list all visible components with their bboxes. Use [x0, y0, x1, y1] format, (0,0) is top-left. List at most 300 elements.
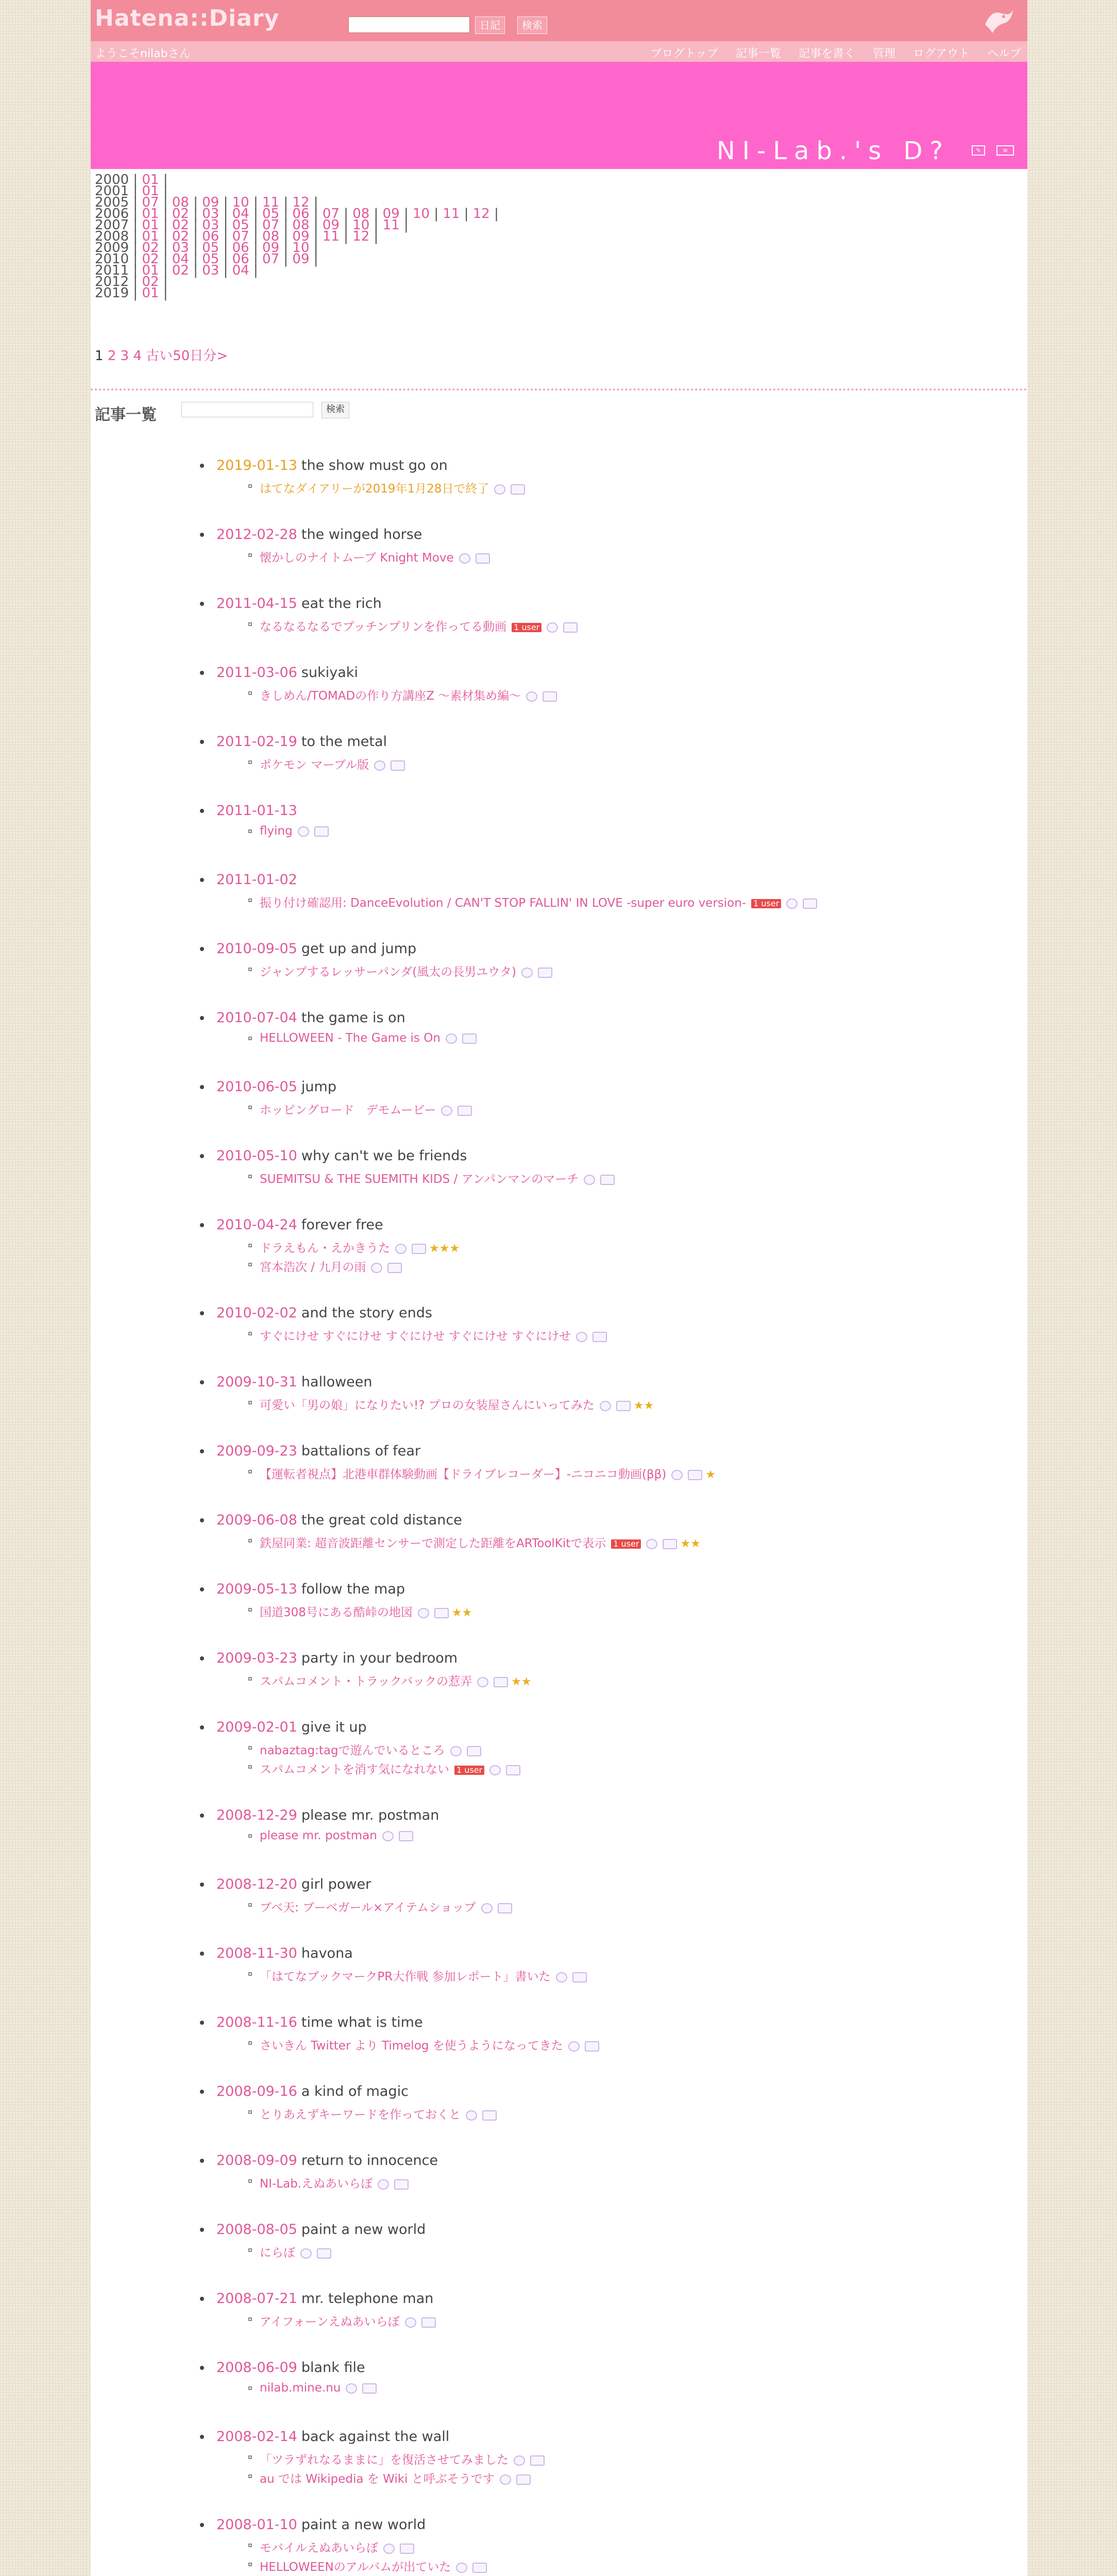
- entry-row: [216, 457, 448, 473]
- separator: |: [189, 217, 202, 233]
- archive-month-link[interactable]: 03: [172, 240, 189, 256]
- entry-title[interactable]: and the story ends: [301, 1305, 432, 1321]
- archive-month-link[interactable]: 12: [352, 229, 370, 244]
- entry-section-link[interactable]: [260, 755, 405, 772]
- entry-row: [216, 1305, 432, 1321]
- section-title[interactable]: ドラえもん・えかきうた: [260, 1242, 390, 1255]
- nav-article-list[interactable]: 記事一覧: [735, 47, 781, 60]
- list-search-button[interactable]: 検索: [321, 402, 349, 418]
- section-title[interactable]: スパムコメント・トラックバックの惹弄: [260, 1675, 472, 1688]
- entry-section-link[interactable]: [260, 893, 817, 910]
- section-title[interactable]: please mr. postman: [260, 1829, 377, 1842]
- star-add-icon[interactable]: [458, 1106, 472, 1116]
- star-add-icon[interactable]: [467, 1746, 481, 1756]
- entry-section-link[interactable]: [260, 2105, 497, 2122]
- entry-date-link[interactable]: 2009-03-23: [216, 1650, 297, 1666]
- archive-month-link[interactable]: 08: [262, 229, 280, 244]
- separator: |: [249, 195, 263, 210]
- separator: |: [159, 240, 172, 256]
- entry-section-link[interactable]: [260, 1031, 477, 1045]
- section-title[interactable]: 鉄屋同業: 超音波距離センサーで測定した距離をARToolKitで表示: [260, 1537, 606, 1550]
- archive-month-link[interactable]: 09: [262, 240, 280, 256]
- entry-title[interactable]: party in your bedroom: [301, 1650, 458, 1666]
- bookmark-icon[interactable]: [466, 2110, 477, 2121]
- star-add-icon[interactable]: [394, 2179, 409, 2190]
- section-title[interactable]: モバイルえぬあいらぼ: [260, 2541, 378, 2555]
- archive-month-link[interactable]: 07: [262, 251, 280, 267]
- entry-section-link[interactable]: [260, 2557, 487, 2574]
- separator: |: [189, 240, 202, 256]
- separator: |: [399, 206, 413, 222]
- entry-section-link[interactable]: [260, 1672, 532, 1689]
- nav-help[interactable]: ヘルプ: [987, 47, 1021, 60]
- star-add-icon[interactable]: [803, 899, 817, 909]
- star-add-icon[interactable]: [688, 1470, 702, 1480]
- archive-month-link[interactable]: 11: [322, 229, 340, 244]
- star-add-icon[interactable]: [663, 1539, 677, 1549]
- bookmark-icon[interactable]: [600, 1401, 611, 1411]
- star-rating: ★★: [680, 1537, 701, 1550]
- archive-month-link[interactable]: 09: [292, 251, 310, 267]
- entry-section-link[interactable]: [260, 1898, 512, 1915]
- entry-date-link[interactable]: 2011-03-06: [216, 665, 297, 681]
- entry-section-link[interactable]: [260, 1396, 654, 1413]
- archive-month-link[interactable]: 11: [262, 195, 280, 210]
- archive-month-link[interactable]: 07: [322, 206, 340, 222]
- section-title[interactable]: ポケモン マーブル版: [260, 758, 369, 772]
- entry-date-link[interactable]: 2008-11-16: [216, 2014, 297, 2030]
- nav-admin[interactable]: 管理: [872, 47, 895, 60]
- star-add-icon[interactable]: [572, 1972, 587, 1982]
- archive-month-link[interactable]: 02: [142, 251, 159, 267]
- hatena-logo[interactable]: Hatena::Diary: [95, 5, 280, 31]
- bookmark-users-badge[interactable]: 1 user: [751, 899, 781, 908]
- archive-month-link[interactable]: 06: [202, 229, 219, 244]
- archive-month-link[interactable]: 04: [172, 251, 189, 267]
- star-add-icon[interactable]: [476, 553, 490, 564]
- entry-row: [216, 872, 297, 888]
- list-search-input[interactable]: [181, 402, 313, 417]
- entry-section-link[interactable]: [260, 2312, 436, 2329]
- star-add-icon[interactable]: [538, 968, 552, 978]
- entry-date-link[interactable]: 2011-02-19: [216, 734, 297, 750]
- entry-title[interactable]: return to innocence: [301, 2153, 438, 2168]
- archive-month-link[interactable]: 01: [142, 229, 159, 244]
- entry-date-link[interactable]: 2008-07-21: [216, 2291, 297, 2307]
- archive-month-link[interactable]: 11: [382, 217, 400, 233]
- bookmark-icon[interactable]: [405, 2317, 416, 2328]
- entry-section-link[interactable]: [260, 2174, 409, 2191]
- entry-title[interactable]: the game is on: [301, 1010, 405, 1026]
- entry-section-link[interactable]: [260, 1829, 413, 1842]
- archive-month-link[interactable]: 06: [292, 206, 310, 222]
- entry-date-link[interactable]: 2010-05-10: [216, 1148, 297, 1164]
- entry-date-link[interactable]: 2008-02-14: [216, 2429, 297, 2445]
- entry-section-link[interactable]: [260, 962, 552, 979]
- section-title[interactable]: 「ツラずれなるままに」を復活させてみました: [260, 2453, 509, 2467]
- bookmark-icon[interactable]: [441, 1106, 452, 1116]
- entry-section-link[interactable]: [260, 1534, 701, 1551]
- section-title[interactable]: HELLOWEEN - The Game is On: [260, 1031, 441, 1045]
- entry-title[interactable]: paint a new world: [301, 2222, 426, 2238]
- entry-date-link[interactable]: 2010-06-05: [216, 1079, 297, 1095]
- entry-date-link[interactable]: 2008-01-10: [216, 2517, 297, 2533]
- entry-section-link[interactable]: [260, 1967, 587, 1984]
- nav-blog-top[interactable]: ブログトップ: [650, 47, 718, 60]
- entry-section-link[interactable]: [260, 1603, 472, 1620]
- entry-date-link[interactable]: 2008-12-29: [216, 1807, 297, 1823]
- entry-title[interactable]: halloween: [301, 1374, 373, 1390]
- archive-month-link[interactable]: 03: [202, 263, 219, 278]
- entry-title[interactable]: the show must go on: [301, 457, 448, 473]
- entry-row: [216, 2014, 423, 2030]
- section-title[interactable]: 振り付け確認用: DanceEvolution / CAN'T STOP FALLIN' IN LOVE -super euro version-: [260, 896, 747, 910]
- separator: |: [159, 229, 172, 244]
- archive-month-link[interactable]: 05: [202, 251, 219, 267]
- bookmark-icon[interactable]: [346, 2383, 357, 2394]
- bookmark-users-badge[interactable]: 1 user: [611, 1539, 641, 1549]
- archive-month-link[interactable]: 05: [262, 206, 280, 222]
- star-rating: ★★: [511, 1675, 532, 1688]
- entry-date-link[interactable]: 2010-07-04: [216, 1010, 297, 1026]
- pager-link[interactable]: 4: [133, 348, 146, 364]
- entry-date-link[interactable]: 2010-04-24: [216, 1217, 297, 1233]
- star-add-icon[interactable]: [391, 760, 405, 771]
- star-add-icon[interactable]: [412, 1244, 426, 1254]
- entry-date-link[interactable]: 2009-09-23: [216, 1443, 297, 1459]
- bookmark-icon[interactable]: [646, 1539, 657, 1549]
- section-title[interactable]: SUEMITSU & THE SUEMITH KIDS / アンパンマンのマーチ: [260, 1173, 579, 1186]
- entry-section-link[interactable]: [260, 617, 578, 634]
- section-title[interactable]: さいきん Twitter より Timelog を使うようになってきた: [260, 2039, 563, 2053]
- star-add-icon[interactable]: [593, 1332, 607, 1342]
- star-add-icon[interactable]: [530, 2455, 545, 2466]
- entry-title[interactable]: paint a new world: [301, 2517, 426, 2533]
- bookmark-icon[interactable]: [477, 1677, 488, 1687]
- bookmark-icon[interactable]: [556, 1972, 567, 1982]
- archive-month-link[interactable]: 02: [172, 217, 189, 233]
- entry-date-link[interactable]: 2008-11-30: [216, 1945, 297, 1961]
- star-add-icon[interactable]: [585, 2041, 599, 2052]
- separator: |: [249, 206, 263, 222]
- entry-title[interactable]: time what is time: [301, 2014, 423, 2030]
- bookmark-icon[interactable]: [371, 1263, 382, 1273]
- section-title[interactable]: ジャンプするレッサーパンダ(風太の長男ユウタ): [260, 965, 516, 979]
- entry-section-link[interactable]: [260, 1327, 607, 1344]
- entry-section-link[interactable]: [260, 1100, 472, 1117]
- diary-search-button[interactable]: 日記: [475, 16, 505, 34]
- star-add-icon[interactable]: [511, 484, 525, 495]
- search-button[interactable]: 検索: [517, 16, 547, 34]
- archive-month-link[interactable]: 01: [142, 206, 159, 222]
- entry-title[interactable]: havona: [301, 1945, 353, 1961]
- rss-icon[interactable]: ≋: [996, 145, 1014, 156]
- entry-title[interactable]: forever free: [301, 1217, 383, 1233]
- bookmark-icon[interactable]: [450, 1746, 462, 1756]
- separator: |: [279, 229, 293, 244]
- bookmark-icon[interactable]: [395, 1244, 407, 1254]
- archive-month-link[interactable]: 03: [202, 217, 219, 233]
- separator: |: [279, 217, 293, 233]
- section-title[interactable]: 懐かしのナイトムーブ Knight Move: [260, 551, 454, 565]
- entry-title[interactable]: please mr. postman: [301, 1807, 439, 1823]
- archive-month-link[interactable]: 07: [142, 195, 159, 210]
- entry-title[interactable]: eat the rich: [301, 596, 382, 612]
- entry-date-link[interactable]: 2019-01-13: [216, 457, 297, 473]
- archive-month-link[interactable]: 06: [232, 240, 249, 256]
- archive-month-link[interactable]: 10: [292, 240, 310, 256]
- star-add-icon[interactable]: [400, 2544, 414, 2554]
- entry-date-link[interactable]: 2008-08-05: [216, 2222, 297, 2238]
- archive-month-link[interactable]: 09: [322, 217, 340, 233]
- section-title[interactable]: スパムコメントを消す気になれない: [260, 1763, 449, 1776]
- archive-month-link[interactable]: 08: [352, 206, 370, 222]
- entry-section-link[interactable]: [260, 1170, 615, 1187]
- entry-section-link[interactable]: [260, 1258, 402, 1275]
- separator: |: [219, 217, 232, 233]
- entry-title[interactable]: a kind of magic: [301, 2083, 409, 2099]
- bookmark-icon[interactable]: [547, 622, 558, 633]
- bookmark-icon[interactable]: [786, 899, 798, 909]
- entry-date-link[interactable]: 2008-09-09: [216, 2153, 297, 2168]
- entry-section-link[interactable]: [260, 548, 490, 565]
- archive-month-link[interactable]: 11: [443, 206, 460, 222]
- archive-month-link[interactable]: 04: [232, 206, 249, 222]
- entry-row: [216, 2517, 426, 2533]
- section-title[interactable]: なるなるなるでプッチンプリンを作ってる動画: [260, 620, 507, 634]
- section-title[interactable]: 可愛い「男の娘」になりたい!? プロの女装屋さんにいってみた: [260, 1399, 595, 1412]
- header-bar: [91, 0, 1027, 41]
- star-add-icon[interactable]: [616, 1401, 631, 1411]
- entry-date-link[interactable]: 2008-06-09: [216, 2360, 297, 2376]
- entry-title[interactable]: mr. telephone man: [301, 2291, 434, 2307]
- star-add-icon[interactable]: [434, 1608, 449, 1618]
- entry-title[interactable]: why can't we be friends: [301, 1148, 467, 1164]
- entry-row: [216, 2429, 449, 2445]
- entry-date-link[interactable]: 2010-02-02: [216, 1305, 297, 1321]
- entry-date-link[interactable]: 2009-06-08: [216, 1512, 297, 1528]
- entry-date-link[interactable]: 2009-05-13: [216, 1581, 297, 1597]
- entry-row: [216, 1581, 405, 1597]
- bookmark-icon[interactable]: [481, 1903, 493, 1913]
- archive-year: 2012 |: [95, 274, 142, 290]
- archive-month-link[interactable]: 09: [202, 195, 219, 210]
- star-add-icon[interactable]: [387, 1263, 402, 1273]
- entry-section-link[interactable]: [260, 1239, 460, 1256]
- entry-title[interactable]: get up and jump: [301, 941, 417, 957]
- bookmark-icon[interactable]: [671, 1470, 683, 1480]
- bookmark-icon[interactable]: [446, 1033, 457, 1044]
- entry-title[interactable]: give it up: [301, 1719, 367, 1735]
- entry-section-link[interactable]: [260, 2243, 331, 2260]
- bookmark-icon[interactable]: [584, 1175, 595, 1185]
- separator: |: [189, 251, 202, 267]
- separator: |: [189, 195, 202, 210]
- entry-section-link[interactable]: [260, 1465, 716, 1482]
- bookmark-icon[interactable]: [374, 760, 385, 771]
- archive-month-link[interactable]: 05: [232, 217, 249, 233]
- bookmark-users-badge[interactable]: 1 user: [454, 1766, 484, 1775]
- archive-month-link[interactable]: 10: [232, 195, 249, 210]
- section-title[interactable]: nabaztag:tagで遊んでいるところ: [260, 1744, 445, 1757]
- archive-month-link[interactable]: 05: [202, 240, 219, 256]
- entry-section-link[interactable]: [260, 2538, 414, 2555]
- pager-link[interactable]: 3: [120, 348, 133, 364]
- bookmark-icon[interactable]: [382, 1831, 394, 1841]
- archive-month-link[interactable]: 01: [142, 172, 159, 188]
- archive-month-link[interactable]: 08: [292, 217, 310, 233]
- entry-date-link[interactable]: 2011-01-13: [216, 803, 297, 819]
- archive-month-link[interactable]: 02: [172, 206, 189, 222]
- star-add-icon[interactable]: [563, 622, 578, 633]
- archive-month-link[interactable]: 01: [142, 217, 159, 233]
- archive-month-link[interactable]: 06: [232, 251, 249, 267]
- section-title[interactable]: ブベ天: ブーベガール×アイテムショップ: [260, 1901, 476, 1914]
- entry-title[interactable]: blank file: [301, 2360, 365, 2376]
- archive-year: 2006 |: [95, 206, 142, 222]
- star-add-icon[interactable]: [494, 1677, 508, 1687]
- entry-date-link[interactable]: 2009-10-31: [216, 1374, 297, 1390]
- entry-title[interactable]: back against the wall: [301, 2429, 450, 2445]
- bookmark-icon[interactable]: [383, 2544, 395, 2554]
- entry-section-link[interactable]: [260, 479, 525, 496]
- entry-date-link[interactable]: 2009-02-01: [216, 1719, 297, 1735]
- bookmark-icon[interactable]: [459, 553, 470, 564]
- archive-month-link[interactable]: 01: [142, 183, 159, 199]
- archive-month-link[interactable]: 08: [172, 195, 189, 210]
- archive-month-link[interactable]: 07: [262, 217, 280, 233]
- bookmark-icon[interactable]: [500, 2475, 511, 2485]
- archive-month-link[interactable]: 07: [232, 229, 249, 244]
- section-title[interactable]: アイフォーンえぬあいらぼ: [260, 2315, 400, 2329]
- hatena-bird-icon[interactable]: [981, 4, 1017, 38]
- archive-month-link[interactable]: 02: [172, 229, 189, 244]
- star-add-icon[interactable]: [314, 826, 329, 837]
- entry-section-link[interactable]: [260, 2469, 531, 2486]
- bookmark-icon[interactable]: [494, 484, 505, 495]
- star-add-icon[interactable]: [472, 2563, 487, 2573]
- section-title[interactable]: flying: [260, 824, 293, 838]
- star-add-icon[interactable]: [399, 1831, 413, 1841]
- bookmark-users-badge[interactable]: 1 user: [512, 623, 541, 632]
- section-title[interactable]: すぐにけせ すぐにけせ すぐにけせ すぐにけせ すぐにけせ: [260, 1330, 571, 1343]
- archive-month-link[interactable]: 10: [352, 217, 370, 233]
- section-title[interactable]: NI-Lab.えぬあいらぼ: [260, 2177, 373, 2191]
- bookmark-icon[interactable]: [298, 826, 309, 837]
- archive-month-link[interactable]: 04: [232, 263, 249, 278]
- entry-section-link[interactable]: [260, 824, 329, 838]
- entry-date-link[interactable]: 2012-02-28: [216, 527, 297, 543]
- bookmark-icon[interactable]: [521, 968, 533, 978]
- separator: |: [279, 240, 293, 256]
- edit-icon[interactable]: ✎: [972, 145, 985, 156]
- nav-logout[interactable]: ログアウト: [912, 47, 970, 60]
- entry-date-link[interactable]: 2010-09-05: [216, 941, 297, 957]
- nav-write-article[interactable]: 記事を書く: [798, 47, 855, 60]
- archive-month-link[interactable]: 02: [142, 274, 159, 290]
- pager-link[interactable]: 2: [107, 348, 121, 364]
- star-add-icon[interactable]: [462, 1033, 477, 1044]
- entry-title[interactable]: follow the map: [301, 1581, 405, 1597]
- entry-section-link[interactable]: [260, 1760, 520, 1777]
- bookmark-icon[interactable]: [568, 2041, 580, 2052]
- separator: |: [159, 172, 168, 188]
- pager-next-link[interactable]: 古い50日分>: [146, 348, 228, 364]
- entry-section-link[interactable]: [260, 2036, 599, 2053]
- archive-month-link[interactable]: 09: [382, 206, 400, 222]
- entry-section-link[interactable]: [260, 2381, 377, 2395]
- entry-date-link[interactable]: 2011-04-15: [216, 596, 297, 612]
- diary-title[interactable]: NI-Lab.'s D?: [716, 137, 950, 165]
- archive-month-link[interactable]: 02: [142, 240, 159, 256]
- star-add-icon[interactable]: [516, 2475, 531, 2485]
- entry-section-link[interactable]: [260, 686, 557, 703]
- bookmark-icon[interactable]: [300, 2248, 312, 2259]
- section-title[interactable]: きしめん/TOMADの作り方講座Z 〜素材集め編〜: [260, 689, 521, 703]
- entry-date-link[interactable]: 2011-01-02: [216, 872, 297, 888]
- entry-title[interactable]: sukiyaki: [301, 665, 358, 681]
- section-title[interactable]: とりあえずキーワードを作っておくと: [260, 2108, 461, 2122]
- section-title[interactable]: 国道308号にある酷峠の地図: [260, 1606, 413, 1619]
- entry-title[interactable]: girl power: [301, 1876, 371, 1892]
- section-title[interactable]: にらぼ: [260, 2246, 295, 2260]
- entry-row: [216, 1876, 371, 1892]
- bookmark-icon[interactable]: [418, 1608, 429, 1618]
- entry-date-link[interactable]: 2008-12-20: [216, 1876, 297, 1892]
- entry-title[interactable]: jump: [301, 1079, 336, 1095]
- section-title[interactable]: 宮本浩次 / 九月の雨: [260, 1261, 366, 1274]
- section-title[interactable]: nilab.mine.nu: [260, 2381, 341, 2395]
- section-title[interactable]: 【運転者視点】北港車群体験動画【ドライブレコーダー】‐ニコニコ動画(ββ): [260, 1468, 667, 1481]
- bookmark-icon[interactable]: [456, 2563, 467, 2573]
- entry-section-link[interactable]: [260, 1741, 481, 1758]
- section-title[interactable]: HELLOWEENのアルバムが出ていた: [260, 2561, 451, 2574]
- star-add-icon[interactable]: [506, 1765, 520, 1775]
- entry-title[interactable]: the winged horse: [301, 527, 422, 543]
- bookmark-icon[interactable]: [514, 2455, 525, 2466]
- section-title[interactable]: はてなダイアリーが2019年1月28日で終了: [260, 482, 489, 496]
- star-add-icon[interactable]: [421, 2317, 436, 2328]
- archive-month-link[interactable]: 01: [142, 263, 159, 278]
- bookmark-icon[interactable]: [576, 1332, 587, 1342]
- entry-section-link[interactable]: [260, 2450, 545, 2467]
- archive-month-link[interactable]: 09: [292, 229, 310, 244]
- bookmark-icon[interactable]: [526, 691, 537, 702]
- archive-month-link[interactable]: 12: [472, 206, 490, 222]
- star-add-icon[interactable]: [498, 1903, 512, 1913]
- entry-title[interactable]: to the metal: [301, 734, 387, 750]
- archive-month-link[interactable]: 02: [172, 263, 189, 278]
- entry-date-link[interactable]: 2008-09-16: [216, 2083, 297, 2099]
- archive-month-link[interactable]: 03: [202, 206, 219, 222]
- section-title[interactable]: 「はてなブックマークPR大作戦 参加レポート」書いた: [260, 1970, 551, 1984]
- star-add-icon[interactable]: [317, 2248, 331, 2259]
- star-add-icon[interactable]: [362, 2383, 377, 2394]
- archive-month-link[interactable]: 10: [412, 206, 430, 222]
- header-search-input[interactable]: [348, 16, 470, 33]
- archive-month-link[interactable]: 12: [292, 195, 310, 210]
- star-add-icon[interactable]: [600, 1175, 615, 1185]
- star-add-icon[interactable]: [543, 691, 557, 702]
- star-add-icon[interactable]: [482, 2110, 497, 2121]
- section-title[interactable]: ホッピングロード デモムービー: [260, 1104, 436, 1117]
- section-title[interactable]: au では Wikipedia を Wiki と呼ぶそうです: [260, 2472, 495, 2486]
- bookmark-icon[interactable]: [489, 1765, 501, 1775]
- entry-title[interactable]: battalions of fear: [301, 1443, 420, 1459]
- bookmark-icon[interactable]: [378, 2179, 389, 2190]
- entry-title[interactable]: the great cold distance: [301, 1512, 462, 1528]
- archive-month-link[interactable]: 01: [142, 285, 159, 301]
